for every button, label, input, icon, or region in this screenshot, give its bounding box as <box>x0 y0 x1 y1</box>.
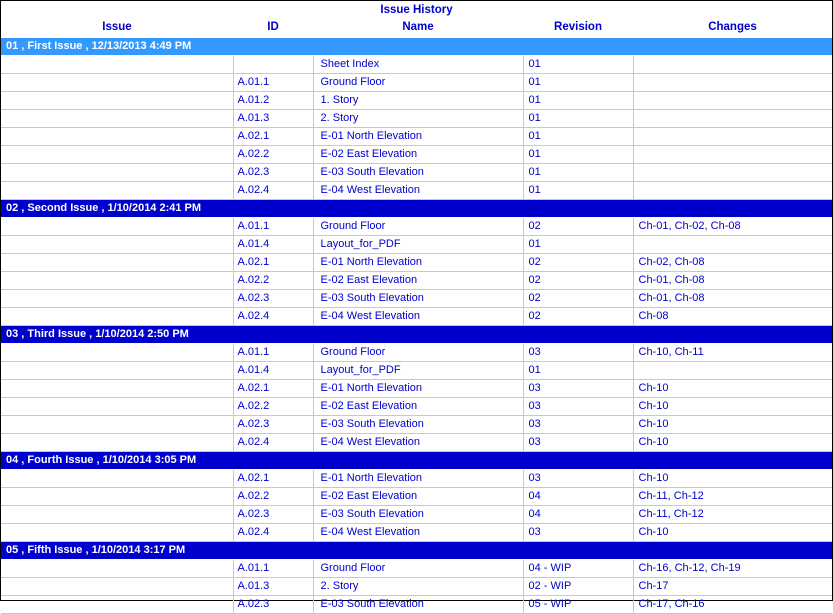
cell-name: E-03 South Elevation <box>313 164 523 182</box>
cell-id: A.01.3 <box>233 578 313 596</box>
cell-changes: Ch-10 <box>633 470 832 488</box>
cell-name: E-04 West Elevation <box>313 434 523 452</box>
cell-name: E-01 North Elevation <box>313 470 523 488</box>
cell-id: A.01.3 <box>233 110 313 128</box>
cell-name: E-01 North Elevation <box>313 380 523 398</box>
cell-name: 1. Story <box>313 92 523 110</box>
cell-name: 2. Story <box>313 110 523 128</box>
table-row <box>1 578 832 596</box>
table-row <box>1 236 832 254</box>
cell-revision: 01 <box>523 236 633 254</box>
cell-id: A.02.3 <box>233 596 313 614</box>
cell-issue <box>1 416 233 434</box>
table-row <box>1 308 832 326</box>
cell-name: Ground Floor <box>313 218 523 236</box>
cell-revision: 01 <box>523 362 633 380</box>
cell-changes: Ch-10 <box>633 524 832 542</box>
cell-changes: Ch-01, Ch-02, Ch-08 <box>633 218 832 236</box>
cell-id: A.02.1 <box>233 470 313 488</box>
cell-issue <box>1 344 233 362</box>
cell-changes: Ch-17 <box>633 578 832 596</box>
cell-name: Layout_for_PDF <box>313 236 523 254</box>
issue-history-table <box>1 20 832 614</box>
cell-issue <box>1 596 233 614</box>
cell-issue <box>1 524 233 542</box>
table-row <box>1 218 832 236</box>
cell-revision: 04 <box>523 506 633 524</box>
cell-id: A.01.1 <box>233 560 313 578</box>
cell-changes <box>633 56 832 74</box>
cell-id: A.02.2 <box>233 272 313 290</box>
cell-revision: 04 <box>523 488 633 506</box>
cell-revision: 03 <box>523 524 633 542</box>
cell-issue <box>1 182 233 200</box>
table-header <box>1 20 832 38</box>
cell-name: Layout_for_PDF <box>313 362 523 380</box>
cell-revision: 01 <box>523 74 633 92</box>
cell-revision: 03 <box>523 380 633 398</box>
cell-issue <box>1 434 233 452</box>
issue-group-label: 05 , Fifth Issue , 1/10/2014 3:17 PM <box>1 542 832 560</box>
cell-revision: 03 <box>523 416 633 434</box>
table-row <box>1 182 832 200</box>
cell-issue <box>1 74 233 92</box>
cell-name: E-02 East Elevation <box>313 488 523 506</box>
table-row <box>1 524 832 542</box>
cell-revision: 01 <box>523 92 633 110</box>
table-row <box>1 110 832 128</box>
cell-issue <box>1 92 233 110</box>
cell-id: A.02.3 <box>233 506 313 524</box>
table-row <box>1 146 832 164</box>
cell-issue <box>1 236 233 254</box>
cell-issue <box>1 398 233 416</box>
issue-group-header <box>1 542 832 560</box>
cell-changes: Ch-16, Ch-12, Ch-19 <box>633 560 832 578</box>
column-header-id: ID <box>233 20 313 38</box>
cell-revision: 05 - WIP <box>523 596 633 614</box>
cell-changes: Ch-11, Ch-12 <box>633 506 832 524</box>
cell-issue <box>1 380 233 398</box>
cell-name: E-02 East Elevation <box>313 398 523 416</box>
cell-name: Sheet Index <box>313 56 523 74</box>
table-row <box>1 560 832 578</box>
cell-name: E-04 West Elevation <box>313 524 523 542</box>
cell-name: E-03 South Elevation <box>313 416 523 434</box>
cell-issue <box>1 290 233 308</box>
cell-name: E-03 South Elevation <box>313 506 523 524</box>
cell-changes <box>633 92 832 110</box>
cell-id: A.02.4 <box>233 182 313 200</box>
table-row <box>1 254 832 272</box>
table-row <box>1 128 832 146</box>
cell-issue <box>1 110 233 128</box>
issue-group-label: 03 , Third Issue , 1/10/2014 2:50 PM <box>1 326 832 344</box>
cell-revision: 01 <box>523 56 633 74</box>
cell-changes <box>633 164 832 182</box>
cell-id <box>233 56 313 74</box>
cell-revision: 01 <box>523 110 633 128</box>
issue-group-header <box>1 326 832 344</box>
cell-id: A.02.4 <box>233 308 313 326</box>
cell-changes: Ch-01, Ch-08 <box>633 290 832 308</box>
cell-name: E-01 North Elevation <box>313 128 523 146</box>
table-row <box>1 596 832 614</box>
cell-name: E-03 South Elevation <box>313 290 523 308</box>
cell-issue <box>1 308 233 326</box>
column-header-name: Name <box>313 20 523 38</box>
cell-issue <box>1 128 233 146</box>
cell-id: A.02.4 <box>233 434 313 452</box>
cell-id: A.02.3 <box>233 164 313 182</box>
cell-id: A.01.1 <box>233 344 313 362</box>
cell-name: E-04 West Elevation <box>313 182 523 200</box>
cell-id: A.02.1 <box>233 254 313 272</box>
cell-issue <box>1 362 233 380</box>
cell-changes: Ch-08 <box>633 308 832 326</box>
cell-revision: 04 - WIP <box>523 560 633 578</box>
table-body <box>1 38 832 614</box>
cell-name: E-02 East Elevation <box>313 272 523 290</box>
cell-revision: 03 <box>523 470 633 488</box>
cell-id: A.02.3 <box>233 290 313 308</box>
table-row <box>1 380 832 398</box>
cell-issue <box>1 506 233 524</box>
cell-changes: Ch-10 <box>633 416 832 434</box>
cell-issue <box>1 560 233 578</box>
cell-revision: 01 <box>523 164 633 182</box>
cell-id: A.02.3 <box>233 416 313 434</box>
cell-revision: 01 <box>523 128 633 146</box>
table-row <box>1 92 832 110</box>
cell-revision: 01 <box>523 146 633 164</box>
cell-changes: Ch-17, Ch-16 <box>633 596 832 614</box>
cell-changes <box>633 110 832 128</box>
cell-changes <box>633 74 832 92</box>
cell-revision: 03 <box>523 398 633 416</box>
issue-group-label: 02 , Second Issue , 1/10/2014 2:41 PM <box>1 200 832 218</box>
cell-name: Ground Floor <box>313 560 523 578</box>
cell-id: A.01.1 <box>233 218 313 236</box>
cell-changes: Ch-11, Ch-12 <box>633 488 832 506</box>
cell-issue <box>1 488 233 506</box>
cell-name: E-02 East Elevation <box>313 146 523 164</box>
cell-changes <box>633 128 832 146</box>
cell-revision: 02 - WIP <box>523 578 633 596</box>
issue-group-header <box>1 452 832 470</box>
cell-id: A.01.4 <box>233 236 313 254</box>
table-row <box>1 470 832 488</box>
table-row <box>1 488 832 506</box>
cell-changes: Ch-10, Ch-11 <box>633 344 832 362</box>
cell-revision: 01 <box>523 182 633 200</box>
table-row <box>1 362 832 380</box>
cell-changes <box>633 146 832 164</box>
page-title: Issue History <box>380 4 453 16</box>
cell-issue <box>1 578 233 596</box>
table-row <box>1 56 832 74</box>
issue-group-header <box>1 38 832 56</box>
cell-changes: Ch-10 <box>633 380 832 398</box>
table-row <box>1 290 832 308</box>
cell-changes: Ch-10 <box>633 398 832 416</box>
cell-issue <box>1 56 233 74</box>
cell-name: E-04 West Elevation <box>313 308 523 326</box>
cell-id: A.01.2 <box>233 92 313 110</box>
cell-changes <box>633 182 832 200</box>
column-header-issue: Issue <box>1 20 233 38</box>
cell-changes: Ch-10 <box>633 434 832 452</box>
cell-id: A.01.4 <box>233 362 313 380</box>
table-row <box>1 164 832 182</box>
cell-revision: 02 <box>523 254 633 272</box>
cell-id: A.02.2 <box>233 398 313 416</box>
cell-name: E-03 South Elevation <box>313 596 523 614</box>
cell-issue <box>1 272 233 290</box>
cell-name: Ground Floor <box>313 74 523 92</box>
cell-name: Ground Floor <box>313 344 523 362</box>
cell-name: E-01 North Elevation <box>313 254 523 272</box>
cell-revision: 03 <box>523 344 633 362</box>
cell-issue <box>1 164 233 182</box>
cell-revision: 03 <box>523 434 633 452</box>
cell-revision: 02 <box>523 272 633 290</box>
table-row <box>1 398 832 416</box>
cell-name: 2. Story <box>313 578 523 596</box>
cell-issue <box>1 470 233 488</box>
table-row <box>1 74 832 92</box>
cell-id: A.02.1 <box>233 380 313 398</box>
cell-id: A.02.4 <box>233 524 313 542</box>
cell-id: A.02.2 <box>233 488 313 506</box>
cell-changes <box>633 362 832 380</box>
cell-changes: Ch-01, Ch-08 <box>633 272 832 290</box>
column-header-changes: Changes <box>633 20 832 38</box>
table-row <box>1 434 832 452</box>
table-row <box>1 416 832 434</box>
cell-changes <box>633 236 832 254</box>
table-row <box>1 272 832 290</box>
table-header-row <box>1 20 832 38</box>
cell-revision: 02 <box>523 218 633 236</box>
issue-group-label: 01 , First Issue , 12/13/2013 4:49 PM <box>1 38 832 56</box>
issue-group-header <box>1 200 832 218</box>
cell-id: A.02.1 <box>233 128 313 146</box>
cell-issue <box>1 254 233 272</box>
table-row <box>1 506 832 524</box>
cell-issue <box>1 218 233 236</box>
cell-issue <box>1 146 233 164</box>
cell-revision: 02 <box>523 308 633 326</box>
issue-group-label: 04 , Fourth Issue , 1/10/2014 3:05 PM <box>1 452 832 470</box>
cell-revision: 02 <box>523 290 633 308</box>
cell-changes: Ch-02, Ch-08 <box>633 254 832 272</box>
column-header-revision: Revision <box>523 20 633 38</box>
table-row <box>1 344 832 362</box>
cell-id: A.02.2 <box>233 146 313 164</box>
cell-id: A.01.1 <box>233 74 313 92</box>
